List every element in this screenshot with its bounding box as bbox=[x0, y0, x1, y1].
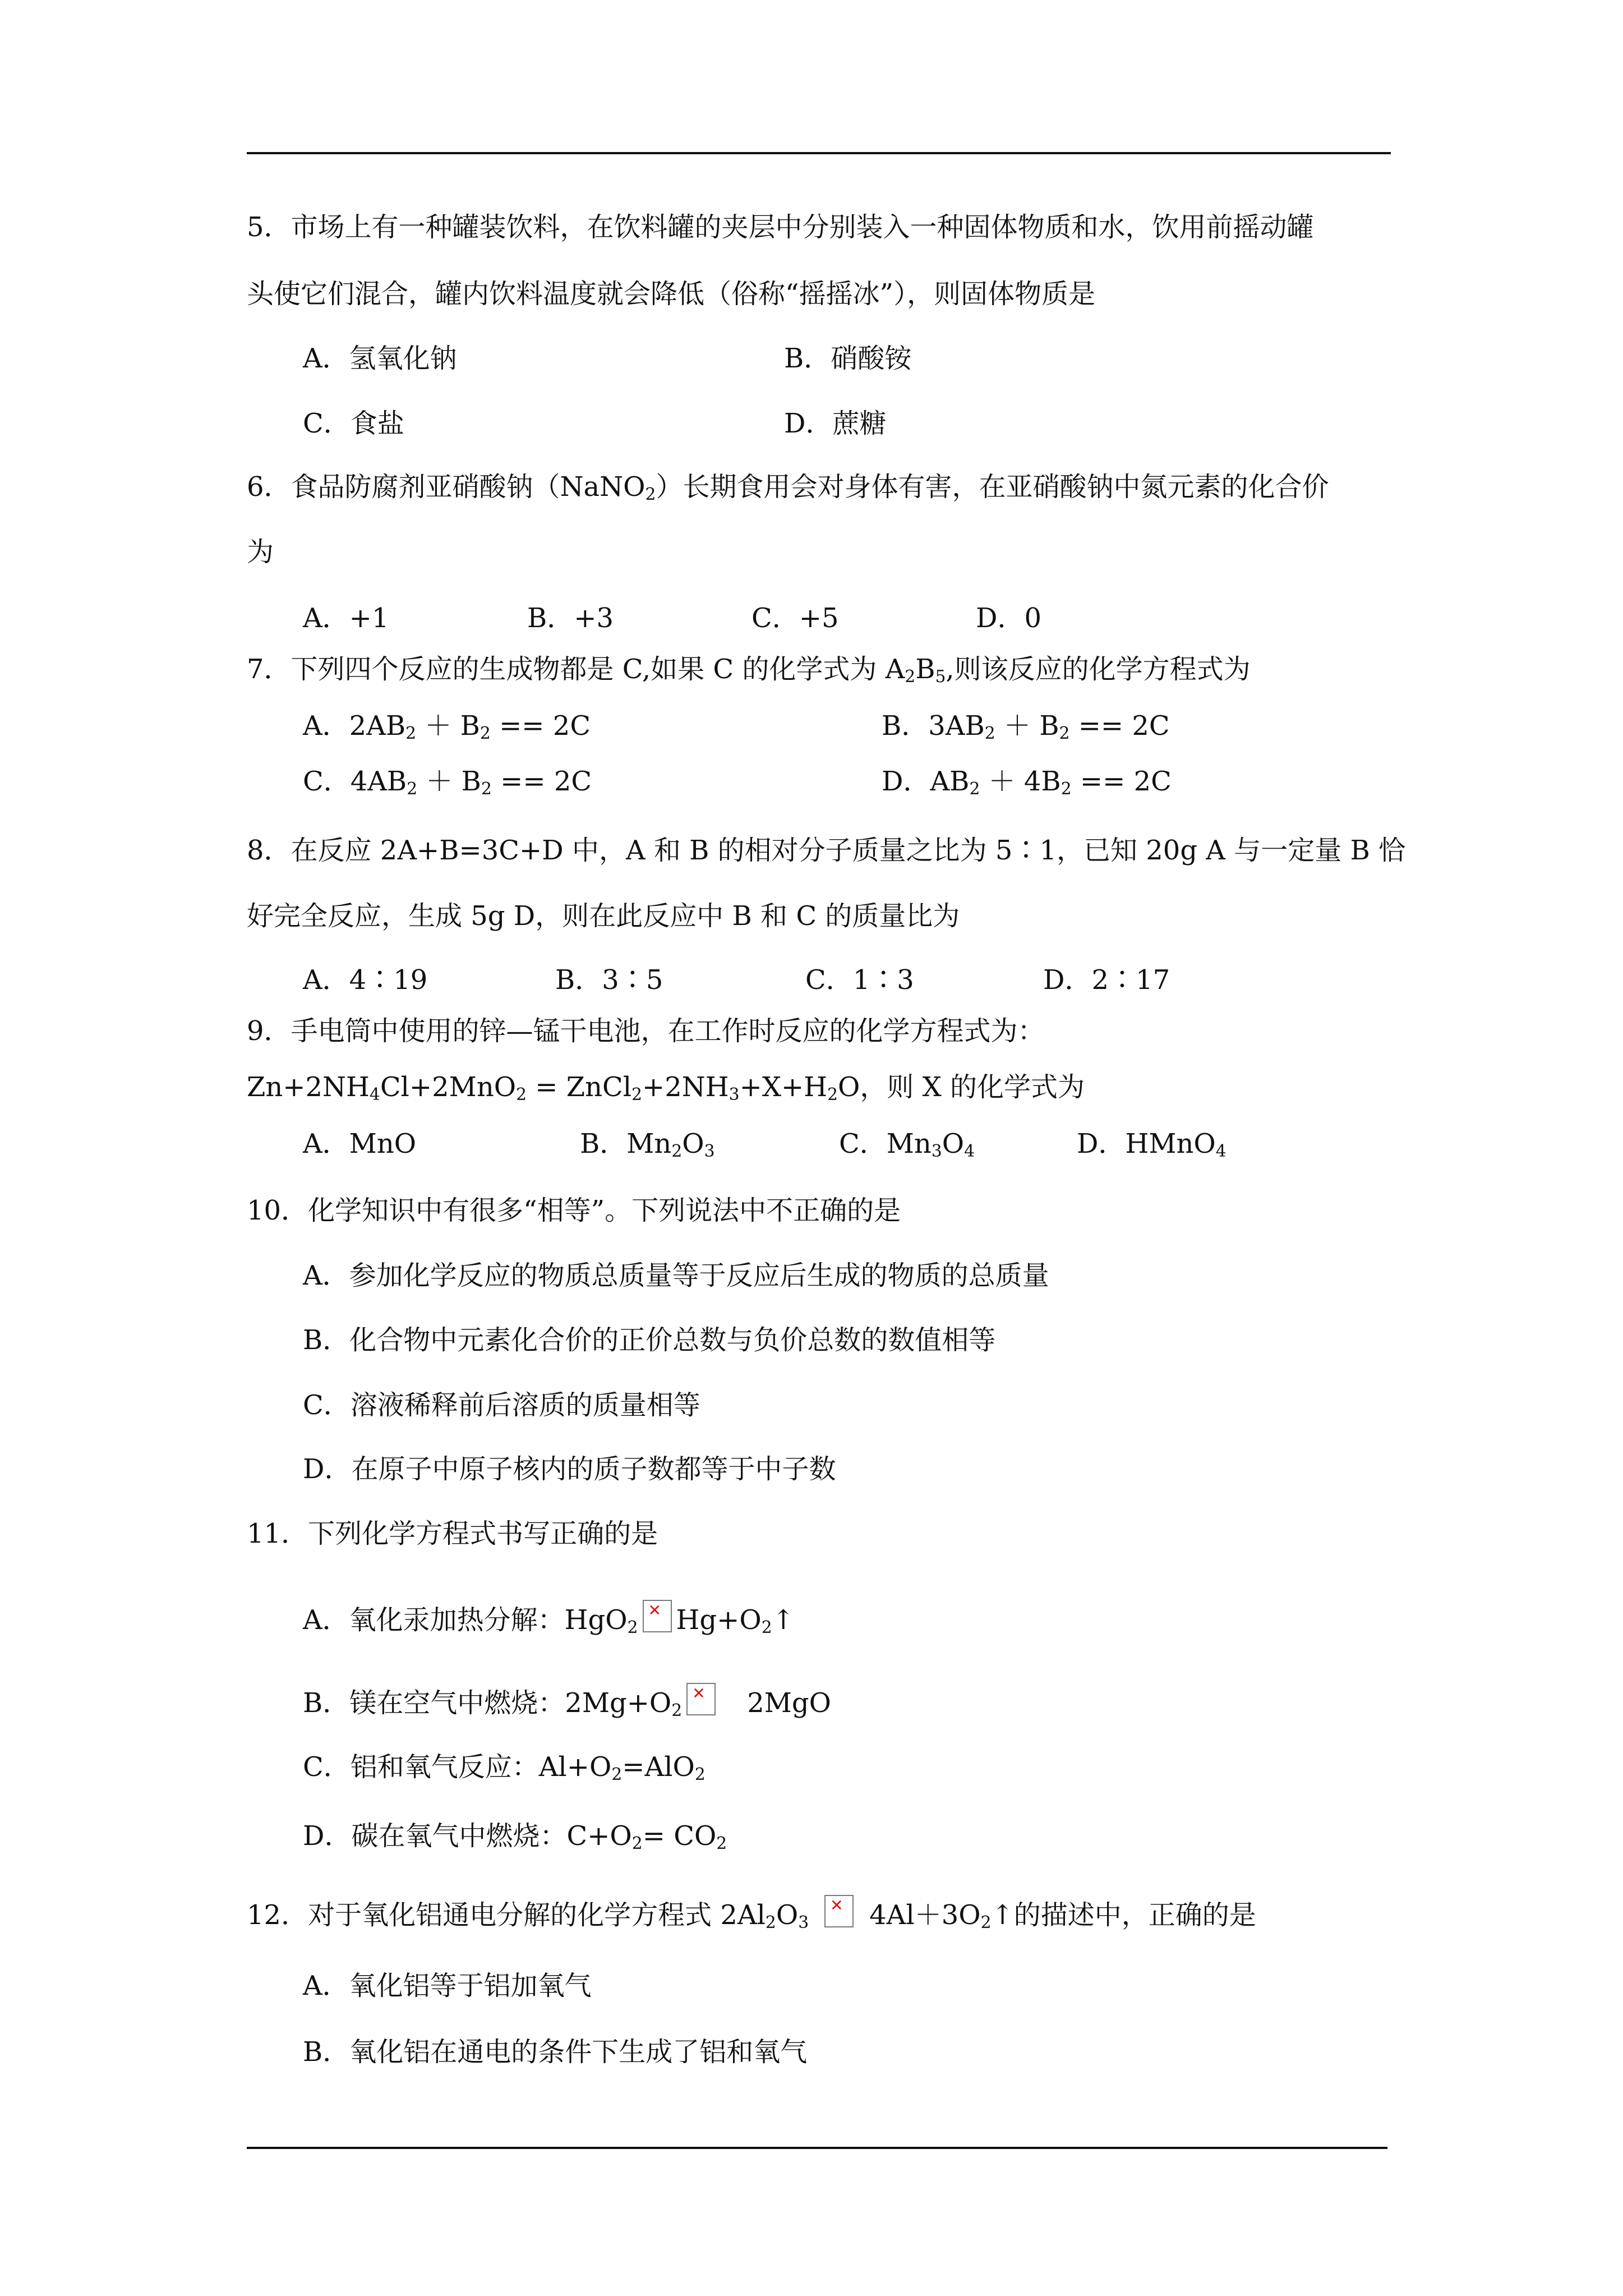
q10-option-c: C．溶液稀释前后溶质的质量相等 bbox=[303, 1389, 700, 1421]
q6-stem-line1: 6．食品防腐剂亚硝酸钠（NaNO$_2$）长期食用会对身体有害，在亚硝酸钠中氮元素的化合价 bbox=[247, 471, 1329, 505]
q11-option-d: D．碳在氧气中燃烧：$C+O_2= CO_2$ bbox=[303, 1820, 727, 1854]
q8-option-d: D．2∶17 bbox=[1043, 964, 1170, 996]
q8-option-b: B．3∶5 bbox=[555, 964, 663, 996]
broken-image-icon bbox=[643, 1600, 672, 1632]
q12-option-b: B．氧化铝在通电的条件下生成了铝和氧气 bbox=[303, 2036, 808, 2068]
q5-option-d: D．蔗糖 bbox=[784, 408, 887, 439]
q8-stem-line2: 好完全反应，生成 5g D，则在此反应中 B 和 C 的质量比为 bbox=[247, 900, 960, 932]
q9-option-c: C．$Mn_3O_4$ bbox=[839, 1128, 975, 1162]
q6-option-b: B．+3 bbox=[527, 602, 614, 634]
q10-option-b: B．化合物中元素化合价的正价总数与负价总数的数值相等 bbox=[303, 1324, 996, 1356]
q6-stem-line2: 为 bbox=[247, 536, 274, 568]
q9-equation: $Zn+2NH_4Cl+2MnO_2$ = $ZnCl_2+2NH_3+X+H_2O$，则 X 的化学式为 bbox=[247, 1071, 1085, 1105]
q6-option-d: D．0 bbox=[976, 602, 1042, 634]
broken-image-icon bbox=[824, 1895, 854, 1927]
q5-option-c: C．食盐 bbox=[303, 408, 404, 439]
q5-stem-line1: 5．市场上有一种罐装饮料，在饮料罐的夹层中分别装入一种固体物质和水，饮用前摇动罐 bbox=[247, 211, 1314, 243]
q7-stem: 7．下列四个反应的生成物都是 C,如果 C 的化学式为 $A_2B_5$,则该反应的化学方程式为 bbox=[247, 654, 1251, 687]
q8-option-a: A．4∶19 bbox=[303, 964, 428, 996]
q7-option-b: B．$3AB_2 + B_2 == 2C$ bbox=[882, 710, 1170, 744]
q10-option-d: D．在原子中原子核内的质子数都等于中子数 bbox=[303, 1453, 836, 1485]
q9-stem: 9．手电筒中使用的锌—锰干电池，在工作时反应的化学方程式为： bbox=[247, 1015, 1045, 1047]
q5-option-b: B．硝酸铵 bbox=[784, 343, 912, 374]
q12-stem: 12．对于氧化铝通电分解的化学方程式 $2Al_2O_3✕$ $4Al+3O_2↑$的描述中，正确的是 bbox=[247, 1895, 1256, 1932]
q10-stem: 10．化学知识中有很多“相等”。下列说法中不正确的是 bbox=[247, 1195, 901, 1226]
q11-option-a: A．氧化汞加热分解：HgO$_2$✕ $Hg+O_2↑$ bbox=[303, 1600, 795, 1637]
q9-option-b: B．$Mn_2O_3$ bbox=[580, 1128, 715, 1162]
q5-option-a: A．氢氧化钠 bbox=[303, 343, 457, 374]
q7-option-c: C．$4AB_2 + B_2 == 2C$ bbox=[303, 766, 592, 799]
q7-option-a: A．$2AB_2 + B_2 == 2C$ bbox=[303, 710, 591, 744]
broken-image-icon bbox=[686, 1683, 716, 1715]
q5-stem-line2: 头使它们混合，罐内饮料温度就会降低（俗称“摇摇冰”），则固体物质是 bbox=[247, 278, 1096, 310]
q11-option-b: B．镁在空气中燃烧：$2Mg+O_2✕$ 2MgO bbox=[303, 1683, 831, 1720]
q6-option-a: A．+1 bbox=[303, 602, 389, 634]
q11-stem: 11．下列化学方程式书写正确的是 bbox=[247, 1518, 658, 1549]
footer-rule bbox=[247, 2147, 1387, 2149]
q9-option-d: D．HMnO$_4$ bbox=[1077, 1128, 1227, 1162]
q11-option-c: C．铝和氧气反应：$Al+O_2=AlO_2$ bbox=[303, 1751, 706, 1785]
q6-option-c: C．+5 bbox=[751, 602, 839, 634]
q7-option-d: D．$AB_2 + 4B_2 == 2C$ bbox=[882, 766, 1172, 799]
q8-stem-line1: 8．在反应 2A+B=3C+D 中，A 和 B 的相对分子质量之比为 5∶1，已知 20g A 与一定量 B 恰 bbox=[247, 835, 1406, 866]
q10-option-a: A．参加化学反应的物质总质量等于反应后生成的物质的总质量 bbox=[303, 1260, 1049, 1291]
q8-option-c: C．1∶3 bbox=[805, 964, 914, 996]
q9-option-a: A．MnO bbox=[303, 1128, 417, 1159]
q12-option-a: A．氧化铝等于铝加氧气 bbox=[303, 1970, 592, 2001]
header-rule bbox=[247, 152, 1391, 154]
